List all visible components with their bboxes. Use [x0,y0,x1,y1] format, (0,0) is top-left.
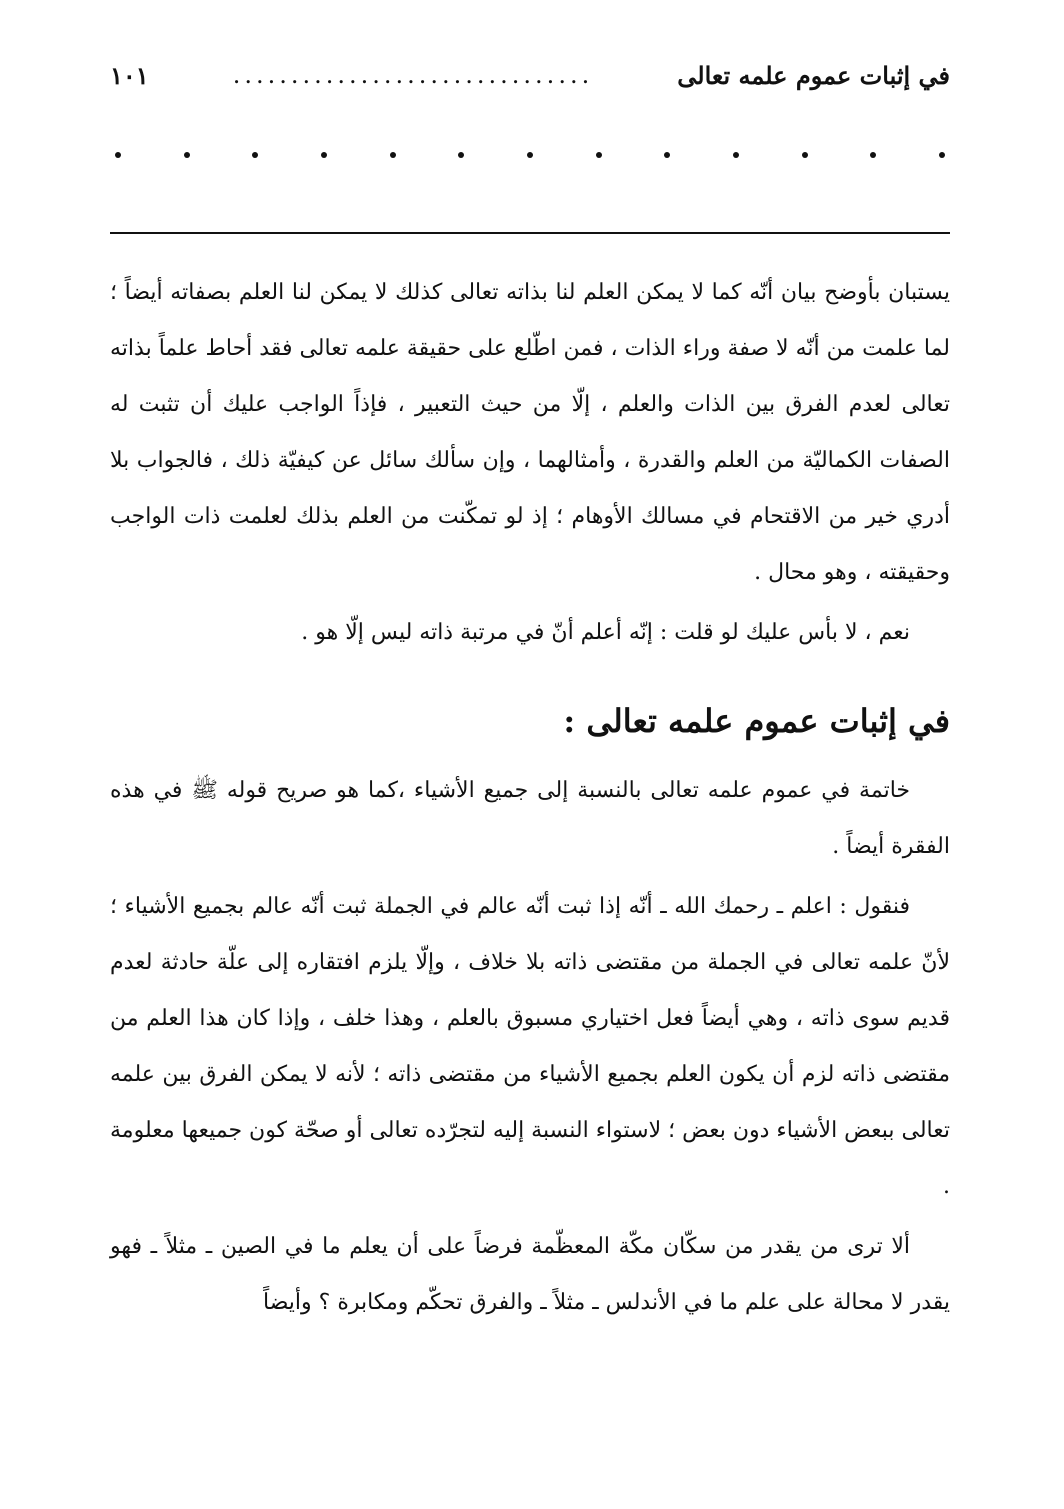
separator-dot [115,152,121,158]
body-text [110,265,950,1331]
separator-dot [321,152,327,158]
paragraph-1: يستبان بأوضح بيان أنّه كما لا يمكن العلم لنا بذاته تعالى كذلك لا يمكن لنا العلم بصفاته أيضاً ؛ لما علمت من أنّه لا صفة وراء الذات ، فمن اطّلع على حقيقة علمه تعالى فقد أحاط علماً بذاته تعالى لعدم الفرق بين الذات والعلم ، إلّا من حيث التعبير ، فإذاً الواجب عليك أن تثبت له الصفات الكماليّة من العلم والقدرة ، وأمثالهما ، وإن سألك سائل عن كيفيّة ذلك ، فالجواب بلا أدري خير من الاقتحام في مسالك الأوهام ؛ إذ لو تمكّنت من العلم بذلك لعلمت ذات الواجب وحقيقته ، وهو محال . [110,280,950,585]
separator-dot [252,152,258,158]
separator-dots [110,140,950,170]
section-paragraph-1: خاتمة في عموم علمه تعالى بالنسبة إلى جميع الأشياء ،كما هو صريح قوله ﷺ في هذه الفقرة أيضاً . [110,778,950,859]
separator-dot [390,152,396,158]
book-page [110,0,950,1509]
separator-dot [527,152,533,158]
separator-dot [733,152,739,158]
running-head [110,55,950,95]
section-paragraph-2: فنقول : اعلم ـ رحمك الله ـ أنّه إذا ثبت أنّه عالم في الجملة ثبت أنّه عالم بجميع الأشياء ؛ لأنّ علمه تعالى في الجملة من مقتضى ذاته بلا خلاف ، وإلّا يلزم افتقاره إلى علّة حادثة لعدم قديم سوى ذاته ، وهي أيضاً فعل اختياري مسبوق بالعلم ، وهذا خلف ، وإذا كان هذا العلم من مقتضى ذاته لزم أن يكون العلم بجميع الأشياء من مقتضى ذاته ؛ لأنه لا يمكن الفرق بين علمه تعالى ببعض الأشياء دون بعض ؛ لاستواء النسبة إليه لتجرّده تعالى أو صحّة كون جميعها معلومة . [110,894,950,1199]
separator-dot [458,152,464,158]
separator-dot [870,152,876,158]
separator-dot [939,152,945,158]
running-head-title: في إثبات عموم علمه تعالى [677,60,950,90]
separator-dot [664,152,670,158]
separator-dot [596,152,602,158]
dot-leader: ............................... [232,61,594,89]
section-heading: في إثبات عموم علمه تعالى : [563,702,950,740]
separator-dot [184,152,190,158]
section-paragraph-3: ألا ترى من يقدر من سكّان مكّة المعظّمة فرضاً على أن يعلم ما في الصين ـ مثلاً ـ فهو يقدر لا محالة على علم ما في الأندلس ـ مثلاً ـ والفرق تحكّم ومكابرة ؟ وأيضاً [110,1234,950,1315]
page-number: ١٠١ [110,60,149,90]
paragraph-2: نعم ، لا بأس عليك لو قلت : إنّه أعلم أنّ في مرتبة ذاته ليس إلّا هو . [301,620,910,645]
horizontal-rule [110,232,950,234]
separator-dot [802,152,808,158]
